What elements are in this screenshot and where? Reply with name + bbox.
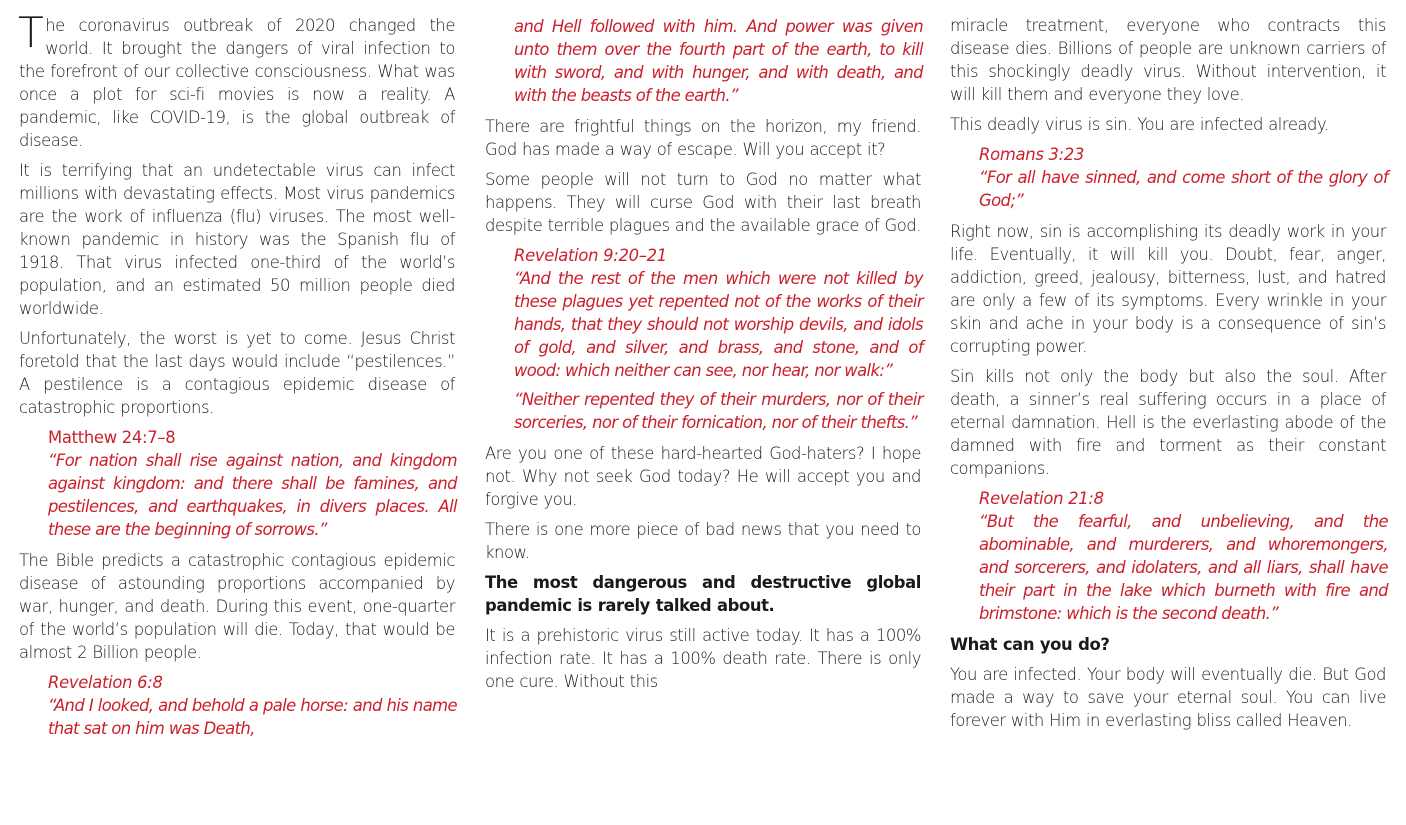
section-heading: What can you do? — [950, 635, 1110, 654]
column-1 — [18, 8, 457, 748]
tract-page — [18, 8, 1389, 814]
paragraph: You are infected. Your body will eventually die. But God made a way to save your eternal soul. You can live forever with Him in everlasting bliss called Heaven. — [950, 665, 1386, 730]
verse-reference: Revelation 21:8 — [979, 489, 1104, 508]
section-heading: The most dangerous and destructive global pandemic is rarely talked about. — [485, 573, 921, 615]
verse-text: “Neither repented they of their murders, nor of their sorceries, nor of their fornication, nor of their thefts.” — [514, 390, 923, 432]
paragraph: Some people will not turn to God no matter what happens. They will curse God with their last breath despite terrible plagues and the available grace of God. — [485, 170, 921, 235]
verse-block-matthew — [48, 426, 457, 541]
verse-text: “For all have sinned, and come short of the glory of God;” — [979, 168, 1388, 210]
verse-text: “And I looked, and behold a pale horse: and his name that sat on him was Death, — [48, 696, 457, 738]
verse-block-revelation-6 — [48, 671, 457, 740]
paragraph: Right now, sin is accomplishing its deadly work in your life. Eventually, it will kill you. Doubt, fear, anger, addiction, greed, jealousy, bitterness, lust, and hatred are only a few of its symptoms. Every wrinkle in your skin and ache in your body is a consequence of sin’s corrupting power. — [950, 222, 1386, 356]
intro-paragraph: The coronavirus outbreak of 2020 changed the world. It brought the dangers of viral infection to the forefront of our collective consciousness. What was once a plot for sci-fi movies is now a reality. A pandemic, like COVID-19, is the global outbreak of disease. — [18, 8, 455, 150]
paragraph: It is terrifying that an undetectable virus can infect millions with devastating effects. Most virus pandemics are the work of influenza (flu) viruses. The most well-known pandemic in history was the Spanish flu of 1918. That virus infected one-third of the world’s population, and an estimated 50 million people died worldwide. — [19, 161, 455, 318]
verse-reference: Revelation 6:8 — [48, 673, 163, 692]
paragraph: miracle treatment, everyone who contracts this disease dies. Billions of people are unknown carriers of this shockingly deadly virus. Without intervention, it will kill them and everyone they love. — [950, 16, 1386, 104]
paragraph: Unfortunately, the worst is yet to come. Jesus Christ foretold that the last days would include “pestilences.” A pestilence is a contagious epidemic disease of catastrophic proportions. — [19, 329, 455, 417]
verse-block-revelation-21 — [979, 487, 1388, 625]
paragraph: The Bible predicts a catastrophic contagious epidemic disease of astounding proportions accompanied by war, hunger, and death. During this event, one-quarter of the world’s population will die. Today, that would be almost 2 Billion people. — [19, 551, 455, 662]
verse-block-romans — [979, 143, 1388, 212]
column-3 — [950, 14, 1386, 739]
paragraph: Are you one of these hard-hearted God-haters? I hope not. Why not seek God today? He will accept you and forgive you. — [485, 444, 921, 509]
verse-text: “And the rest of the men which were not killed by these plagues yet repented not of the works of their hands, that they should not worship devils, and idols of gold, and silver, and brass, and stone, and of wood: which neither can see, nor hear, nor walk:” — [514, 269, 923, 380]
verse-block-revelation-9 — [514, 244, 923, 434]
verse-reference: Romans 3:23 — [979, 145, 1085, 164]
verse-reference: Matthew 24:7–8 — [48, 428, 176, 447]
paragraph: This deadly virus is sin. You are infected already. — [950, 115, 1329, 134]
verse-text: and Hell followed with him. And power was given unto them over the fourth part of the earth, to kill with sword, and with hunger, and with death, and with the beasts of the earth.” — [514, 17, 923, 105]
verse-text: “For nation shall rise against nation, and kingdom against kingdom: and there shall be famines, and pestilences, and earthquakes, in divers places. All these are the beginning of sorrows.” — [48, 451, 457, 539]
column-2 — [485, 14, 921, 700]
paragraph: It is a prehistoric virus still active today. It has a 100% infection rate. It has a 100% death rate. There is only one cure. Without this — [485, 626, 921, 691]
paragraph: There are frightful things on the horizon, my friend. God has made a way of escape. Will you accept it? — [485, 117, 921, 159]
verse-reference: Revelation 9:20–21 — [514, 246, 667, 265]
paragraph: There is one more piece of bad news that you need to know. — [485, 520, 921, 562]
verse-block-revelation-6-continued — [514, 15, 923, 107]
verse-text: “But the fearful, and unbelieving, and the abominable, and murderers, and whoremongers, and sorcerers, and idolaters, and all liars, shall have their part in the lake which burneth with fire and brimstone: which is the second death.” — [979, 512, 1388, 623]
paragraph: Sin kills not only the body but also the soul. After death, a sinner’s real suffering occurs in a place of eternal damnation. Hell is the everlasting abode of the damned with fire and torment as their constant companions. — [950, 367, 1386, 478]
